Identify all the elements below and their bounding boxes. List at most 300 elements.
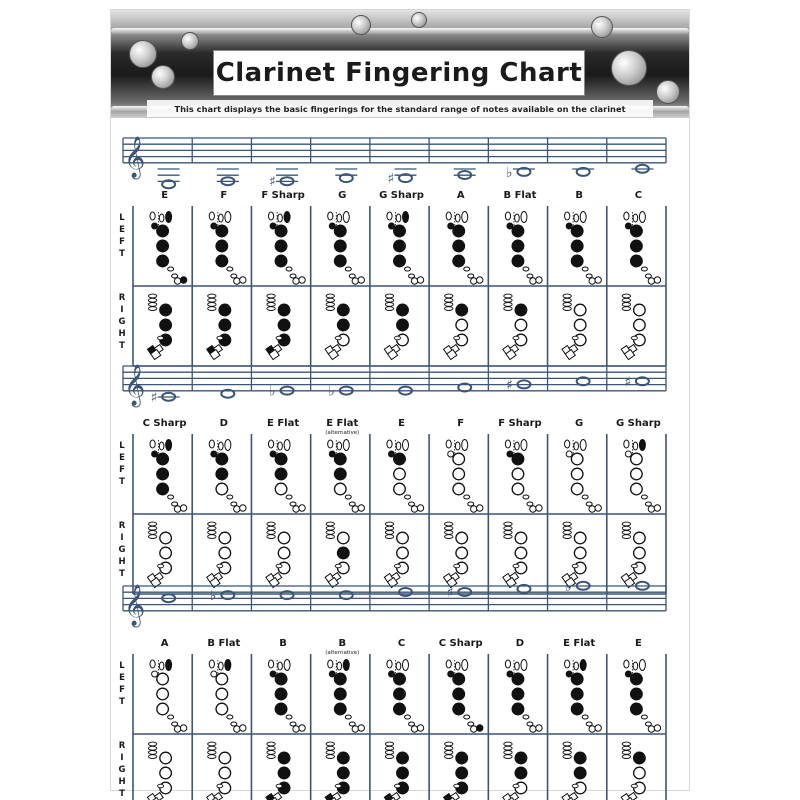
g-sharp-key [278, 662, 283, 670]
register-key [446, 440, 451, 448]
trill-key [504, 535, 512, 539]
accidental-sign: ♯ [387, 171, 395, 188]
trill-key [563, 742, 571, 746]
chart-section [118, 364, 666, 594]
trill-key [385, 531, 393, 535]
pinky-key [299, 277, 305, 283]
left-hand-tone-hole [571, 688, 583, 700]
fingering-diagram [621, 660, 660, 800]
a-key [343, 440, 349, 451]
right-hand-tone-hole [160, 767, 172, 779]
trill-key [385, 303, 393, 307]
pinky-key [299, 505, 305, 511]
side-key [227, 267, 233, 271]
left-hand-tone-hole [157, 483, 169, 495]
side-key [641, 267, 647, 271]
right-hand-tone-hole [456, 319, 468, 331]
trill-key [563, 746, 571, 750]
register-key [209, 660, 214, 668]
note-name-label: B Flat [503, 190, 537, 201]
trill-key [208, 755, 216, 759]
left-hand-tone-hole [571, 225, 583, 237]
trill-key [326, 531, 334, 535]
fingering-chart-poster [111, 10, 689, 799]
trill-key [445, 531, 453, 535]
trill-key [148, 535, 156, 539]
left-hand-tone-hole [571, 453, 583, 465]
left-hand-tone-hole [453, 453, 465, 465]
accidental-sign: ♯ [446, 585, 454, 601]
side-key [641, 715, 647, 719]
g-sharp-key [574, 214, 579, 222]
left-hand-tone-hole [571, 255, 583, 267]
right-hand-label: R I G H T [118, 293, 126, 351]
g-sharp-key [455, 214, 460, 222]
left-hand-tone-hole [157, 255, 169, 267]
trill-key [267, 294, 275, 298]
trill-key [504, 755, 512, 759]
side-key [645, 502, 651, 506]
pinky-key [234, 278, 240, 284]
g-sharp-key [633, 662, 638, 670]
side-key [468, 722, 474, 726]
left-hand-tone-hole [571, 673, 583, 685]
right-hand-tone-hole [574, 532, 586, 544]
trill-key [622, 751, 630, 755]
pinky-key [299, 725, 305, 731]
side-key [168, 715, 174, 719]
side-key [582, 267, 588, 271]
left-hand-tone-hole [512, 255, 524, 267]
g-sharp-key [396, 442, 401, 450]
pinky-key [530, 278, 536, 284]
thumb-hole [625, 223, 631, 229]
sliver-key [158, 784, 164, 788]
note-name-label: C Sharp [142, 418, 187, 429]
right-hand-tone-hole [634, 547, 646, 559]
trill-key [504, 526, 512, 530]
right-hand-tone-hole [278, 319, 290, 331]
trill-key [563, 307, 571, 311]
thumb-hole [211, 671, 217, 677]
register-key [565, 212, 570, 220]
trill-key [208, 531, 216, 535]
left-hand-tone-hole [631, 688, 643, 700]
trill-key [622, 307, 630, 311]
trill-key [326, 526, 334, 530]
pinky-key [174, 726, 180, 732]
thumb-hole [329, 671, 335, 677]
register-key [328, 212, 333, 220]
trill-key [385, 755, 393, 759]
trill-key [267, 755, 275, 759]
fingering-diagram [325, 660, 364, 800]
pinky-key [180, 505, 186, 511]
trill-key [622, 531, 630, 535]
pinky-key [589, 278, 595, 284]
register-key [624, 212, 629, 220]
thumb-hole [507, 451, 513, 457]
register-key [150, 660, 155, 668]
g-sharp-key [574, 662, 579, 670]
side-key [582, 715, 588, 719]
trill-key [148, 742, 156, 746]
right-hand-tone-hole [160, 319, 172, 331]
sliver-key [217, 784, 223, 788]
sliver-key [454, 564, 460, 568]
right-hand-tone-hole [456, 752, 468, 764]
trill-key [326, 303, 334, 307]
left-hand-tone-hole [512, 483, 524, 495]
left-hand-tone-hole [571, 483, 583, 495]
side-key [464, 267, 470, 271]
trill-key [148, 307, 156, 311]
subtitle-bar [147, 100, 653, 117]
thumb-hole [270, 671, 276, 677]
side-key [586, 502, 592, 506]
register-key [624, 440, 629, 448]
sliver-key [572, 564, 578, 568]
clarinet-key [656, 80, 680, 104]
sliver-key [335, 564, 341, 568]
right-hand-tone-hole [634, 304, 646, 316]
note-name-label: F [220, 190, 228, 201]
note-qualifier-label: (alternative) [325, 430, 360, 436]
clarinet-key [151, 65, 175, 89]
trill-key [148, 294, 156, 298]
right-hand-tone-hole [456, 532, 468, 544]
side-key [523, 267, 529, 271]
trill-key [208, 526, 216, 530]
thumb-hole [389, 451, 395, 457]
left-hand-tone-hole [394, 255, 406, 267]
chart-title: Clarinet Fingering Chart [215, 58, 583, 88]
pinky-key [293, 278, 299, 284]
trill-key [267, 526, 275, 530]
a-key [403, 660, 409, 671]
chart-title-box [213, 50, 585, 96]
trill-key [622, 294, 630, 298]
left-hand-tone-hole [157, 703, 169, 715]
side-key [227, 495, 233, 499]
sliver-key [454, 784, 460, 788]
pinky-key [240, 725, 246, 731]
left-hand-tone-hole [453, 468, 465, 480]
pinky-key [352, 506, 358, 512]
accidental-sign: ♭ [505, 164, 513, 181]
side-key [468, 274, 474, 278]
pinky-key [180, 277, 186, 283]
side-key [172, 274, 178, 278]
a-key [403, 440, 409, 451]
side-key [349, 274, 355, 278]
left-hand-tone-hole [157, 468, 169, 480]
g-sharp-key [455, 442, 460, 450]
right-hand-tone-hole [278, 532, 290, 544]
pinky-key [648, 726, 654, 732]
left-hand-tone-hole [453, 225, 465, 237]
trill-key [208, 298, 216, 302]
side-key [286, 267, 292, 271]
g-sharp-key [219, 662, 224, 670]
trill-key [622, 746, 630, 750]
clarinet-key [611, 50, 647, 86]
right-hand-tone-hole [160, 547, 172, 559]
trill-key [622, 298, 630, 302]
pinky-key [358, 505, 364, 511]
trill-key [385, 742, 393, 746]
right-hand-tone-hole [160, 752, 172, 764]
left-hand-tone-hole [631, 453, 643, 465]
note-name-label: E [161, 190, 169, 201]
pinky-key [180, 725, 186, 731]
thumb-hole [448, 223, 454, 229]
accidental-sign: ♯ [624, 374, 632, 391]
left-hand-label: L E F T [119, 441, 125, 487]
thumb-hole [566, 451, 572, 457]
trill-key [504, 303, 512, 307]
left-hand-label: L E F T [119, 213, 125, 259]
fingering-diagram [562, 660, 601, 800]
clarinet-key [351, 15, 371, 35]
left-hand-tone-hole [157, 225, 169, 237]
right-hand-tone-hole [160, 532, 172, 544]
trill-key [385, 307, 393, 311]
note-name-label: E [398, 418, 405, 429]
a-key [639, 440, 645, 451]
trill-key [385, 751, 393, 755]
right-hand-label: R I G H T [118, 741, 126, 799]
sliver-key [335, 336, 341, 340]
g-sharp-key [515, 662, 520, 670]
sliver-key [158, 564, 164, 568]
trill-key [563, 751, 571, 755]
a-key [403, 212, 409, 223]
g-sharp-key [219, 214, 224, 222]
side-key [345, 495, 351, 499]
side-key [345, 715, 351, 719]
side-key [286, 495, 292, 499]
g-sharp-key [574, 442, 579, 450]
note-qualifier-label: (alternative) [325, 650, 360, 656]
register-key [446, 212, 451, 220]
right-hand-tone-hole [515, 547, 527, 559]
right-hand-tone-hole [456, 547, 468, 559]
side-key [464, 495, 470, 499]
right-hand-tone-hole [278, 752, 290, 764]
left-hand-tone-hole [275, 673, 287, 685]
trill-key [504, 531, 512, 535]
clarinet-photo-banner [111, 10, 689, 118]
accidental-sign: ♭ [328, 383, 335, 400]
trill-key [148, 746, 156, 750]
thumb-hole [566, 223, 572, 229]
side-key [586, 722, 592, 726]
right-hand-tone-hole [397, 767, 409, 779]
g-sharp-key [515, 214, 520, 222]
left-hand-tone-hole [275, 688, 287, 700]
thumb-hole [566, 671, 572, 677]
thumb-hole [448, 671, 454, 677]
right-hand-tone-hole [515, 767, 527, 779]
g-sharp-key [633, 442, 638, 450]
a-key [166, 212, 172, 223]
fingering-diagram [444, 660, 483, 800]
left-hand-tone-hole [453, 483, 465, 495]
right-hand-label: R I G H T [118, 521, 126, 579]
left-hand-tone-hole [631, 468, 643, 480]
g-sharp-key [278, 214, 283, 222]
side-key [168, 495, 174, 499]
clarinet-key [181, 32, 199, 50]
left-hand-tone-hole [453, 240, 465, 252]
left-hand-tone-hole [512, 688, 524, 700]
trill-key [326, 535, 334, 539]
trill-key [267, 742, 275, 746]
trill-key [385, 526, 393, 530]
side-key [405, 495, 411, 499]
left-hand-tone-hole [512, 673, 524, 685]
left-hand-tone-hole [334, 240, 346, 252]
trill-key [326, 294, 334, 298]
pinky-key [293, 726, 299, 732]
note-name-label: B [338, 638, 347, 649]
trill-key [326, 522, 334, 526]
a-key [343, 212, 349, 223]
trill-key [563, 294, 571, 298]
right-hand-tone-hole [337, 752, 349, 764]
a-key [521, 660, 527, 671]
left-hand-tone-hole [631, 483, 643, 495]
side-key [527, 274, 533, 278]
left-hand-tone-hole [216, 453, 228, 465]
left-hand-label: L E F T [119, 661, 125, 707]
trill-key [622, 526, 630, 530]
side-key [286, 715, 292, 719]
thumb-hole [270, 451, 276, 457]
left-hand-tone-hole [631, 240, 643, 252]
g-sharp-key [396, 662, 401, 670]
trill-key [385, 298, 393, 302]
trill-key [385, 522, 393, 526]
thumb-hole [389, 671, 395, 677]
left-hand-tone-hole [334, 483, 346, 495]
trill-key [445, 742, 453, 746]
trill-key [445, 755, 453, 759]
side-key [409, 274, 415, 278]
left-hand-tone-hole [631, 225, 643, 237]
pinky-key [595, 505, 601, 511]
g-sharp-key [159, 214, 164, 222]
left-hand-tone-hole [334, 703, 346, 715]
trill-key [148, 751, 156, 755]
trill-key [563, 526, 571, 530]
right-hand-tone-hole [219, 304, 231, 316]
right-hand-tone-hole [219, 532, 231, 544]
thumb-hole [211, 451, 217, 457]
left-hand-tone-hole [275, 255, 287, 267]
trill-key [622, 535, 630, 539]
left-hand-tone-hole [453, 688, 465, 700]
pinky-key [595, 277, 601, 283]
a-key [225, 440, 231, 451]
register-key [565, 440, 570, 448]
trill-key [622, 755, 630, 759]
trill-key [208, 746, 216, 750]
left-hand-tone-hole [216, 673, 228, 685]
trill-key [622, 742, 630, 746]
trill-key [267, 298, 275, 302]
side-key [168, 267, 174, 271]
note-name-label: C Sharp [438, 638, 483, 649]
trill-key [445, 526, 453, 530]
trill-key [563, 303, 571, 307]
trill-key [504, 742, 512, 746]
pinky-key [417, 505, 423, 511]
right-hand-tone-hole [634, 767, 646, 779]
side-key [645, 274, 651, 278]
trill-key [326, 751, 334, 755]
right-hand-tone-hole [337, 532, 349, 544]
note-name-label: B [575, 190, 583, 201]
pinky-key [174, 506, 180, 512]
side-key [349, 722, 355, 726]
trill-key [148, 522, 156, 526]
a-key [284, 440, 290, 451]
pinky-key [654, 505, 660, 511]
left-hand-tone-hole [157, 240, 169, 252]
register-key [565, 660, 570, 668]
left-hand-tone-hole [512, 240, 524, 252]
g-sharp-key [159, 662, 164, 670]
register-key [209, 440, 214, 448]
register-key [209, 212, 214, 220]
right-hand-tone-hole [574, 547, 586, 559]
note-name-label: G Sharp [379, 190, 424, 201]
register-key [387, 440, 392, 448]
sliver-key [217, 564, 223, 568]
trill-key [267, 535, 275, 539]
a-key [284, 212, 290, 223]
pinky-key [536, 725, 542, 731]
sliver-key [631, 564, 637, 568]
note-name-label: G [338, 190, 347, 201]
trill-key [563, 755, 571, 759]
pinky-key [240, 505, 246, 511]
g-sharp-key [337, 442, 342, 450]
right-hand-tone-hole [574, 304, 586, 316]
accidental-sign: ♯ [505, 377, 513, 394]
left-hand-tone-hole [275, 453, 287, 465]
note-name-label: A [456, 190, 465, 201]
treble-clef-icon: 𝄞 [124, 364, 146, 406]
side-key [290, 274, 296, 278]
side-key [172, 502, 178, 506]
sliver-key [217, 336, 223, 340]
fingering-diagram [147, 660, 186, 800]
sliver-key [572, 336, 578, 340]
right-hand-tone-hole [397, 319, 409, 331]
right-hand-tone-hole [515, 532, 527, 544]
pinky-key [174, 278, 180, 284]
trill-key [445, 307, 453, 311]
g-sharp-key [455, 662, 460, 670]
register-key [505, 660, 510, 668]
left-hand-tone-hole [394, 483, 406, 495]
left-hand-tone-hole [216, 240, 228, 252]
right-hand-tone-hole [160, 304, 172, 316]
side-key [231, 274, 237, 278]
